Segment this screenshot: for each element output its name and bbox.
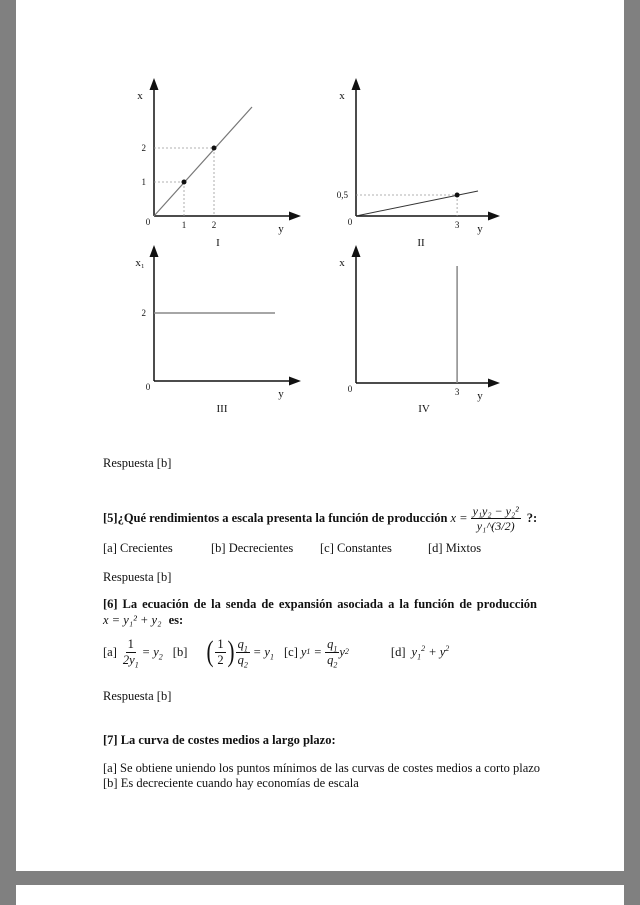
graph-I-y-tick: 2 bbox=[141, 143, 146, 153]
graph-I-point bbox=[182, 180, 187, 185]
graph-II-point bbox=[455, 193, 460, 198]
graph-IV-title: IV bbox=[418, 403, 430, 415]
q6-option-c-label: [c] bbox=[283, 644, 298, 659]
graph-IV-x-tick: 3 bbox=[454, 387, 460, 397]
graph-I-curve bbox=[154, 107, 252, 216]
q5-formula-fraction bbox=[471, 505, 521, 532]
q5-suffix: ?: bbox=[526, 511, 538, 525]
answer-q4: Respuesta [b] bbox=[103, 456, 172, 470]
q6-formula: x = y₁² + y₂ bbox=[103, 613, 162, 627]
q5-formula-numerator: y₁y₂ − y₂² bbox=[472, 504, 519, 518]
q6-option-d-label: [d] bbox=[390, 644, 406, 659]
q5-option-d: [d] Mixtos bbox=[428, 541, 482, 555]
graph-I-x-axis-label: y bbox=[278, 223, 284, 235]
graph-II-y-axis-label: x bbox=[339, 90, 345, 102]
q7-option-b: [b] Es decreciente cuando hay economías de escala bbox=[103, 776, 359, 790]
graph-III-x-axis-label: y bbox=[278, 388, 284, 400]
graph-IV-y-axis-label: x bbox=[339, 257, 345, 269]
q5-formula-lhs: x = bbox=[450, 511, 468, 525]
graph-II-x-axis-label: y bbox=[477, 223, 483, 235]
q7-option-a: [a] Se obtiene uniendo los puntos mínimos de las curvas de costes medios a corto plazo bbox=[103, 761, 541, 775]
answer-q5: Respuesta [b] bbox=[103, 570, 172, 584]
graph-I-y-axis-label: x bbox=[137, 90, 143, 102]
graph-II-x-tick: 3 bbox=[454, 220, 460, 230]
graph-I-title: I bbox=[216, 237, 220, 249]
graphs-figure bbox=[0, 0, 640, 440]
q6-option-c-formula: y 1 = $\frac{q_1}{q_2}$ y 2 bbox=[300, 637, 349, 669]
graph-II-title: II bbox=[417, 237, 425, 249]
answer-q6: Respuesta [b] bbox=[103, 689, 172, 703]
graph-I-x-tick: 2 bbox=[211, 220, 217, 230]
q5-formula-denominator: y₁^(3/2) bbox=[476, 519, 515, 533]
graph-II-origin-label: 0 bbox=[347, 217, 353, 227]
graph-I-y-tick: 1 bbox=[141, 177, 146, 187]
next-page bbox=[16, 885, 624, 905]
q6-title-end: es: bbox=[168, 613, 184, 627]
q5-option-a: [a] Crecientes bbox=[103, 541, 173, 555]
q6-option-a-fraction: $\frac{1}{2y_1}$ bbox=[122, 637, 139, 669]
q7-title: [7] La curva de costes medios a largo plazo: bbox=[103, 733, 336, 747]
graph-II-y-tick: 0,5 bbox=[336, 190, 348, 200]
q6-title: [6] La ecuación de la senda de expansión asociada a la función de producción bbox=[103, 597, 537, 611]
question-5 bbox=[103, 505, 537, 532]
graph-I-point bbox=[212, 146, 217, 151]
graph-IV-x-axis-label: y bbox=[477, 390, 483, 402]
q6-option-b-label: [b] bbox=[172, 644, 188, 659]
q5-title: [5]¿Qué rendimientos a escala presenta la función de producción bbox=[103, 511, 448, 525]
q6-options: [a] $\frac{1}{2y_1}$ = $y_2$ [b] ( $\frac{1}{2}$ ) $\frac{q_1}{q_2}$ = $y_1$ [c] y 1 = $\frac{q_1}{q_2}$ y 2 [d] $y_1^2 + y^2$ bbox=[103, 635, 450, 669]
q6-option-b-formula: ( $\frac{1}{2}$ ) $\frac{q_1}{q_2}$ = $y_1$ bbox=[206, 635, 274, 669]
graph-III-y-axis-label: x₁ bbox=[135, 257, 145, 269]
graph-III-y-tick: 2 bbox=[141, 308, 146, 318]
q5-option-c: [c] Constantes bbox=[320, 541, 392, 555]
graph-IV-origin-label: 0 bbox=[347, 384, 353, 394]
q6-option-d-formula: $y_1^2 + y^2$ bbox=[411, 643, 450, 661]
graph-III-title: III bbox=[216, 403, 228, 415]
q6-title-line2 bbox=[103, 613, 183, 628]
graph-III-origin-label: 0 bbox=[145, 382, 151, 392]
graph-I-x-tick: 1 bbox=[181, 220, 187, 230]
q5-option-b: [b] Decrecientes bbox=[211, 541, 294, 555]
q6-option-a-label: [a] bbox=[103, 644, 117, 659]
graph-I-origin-label: 0 bbox=[145, 217, 151, 227]
